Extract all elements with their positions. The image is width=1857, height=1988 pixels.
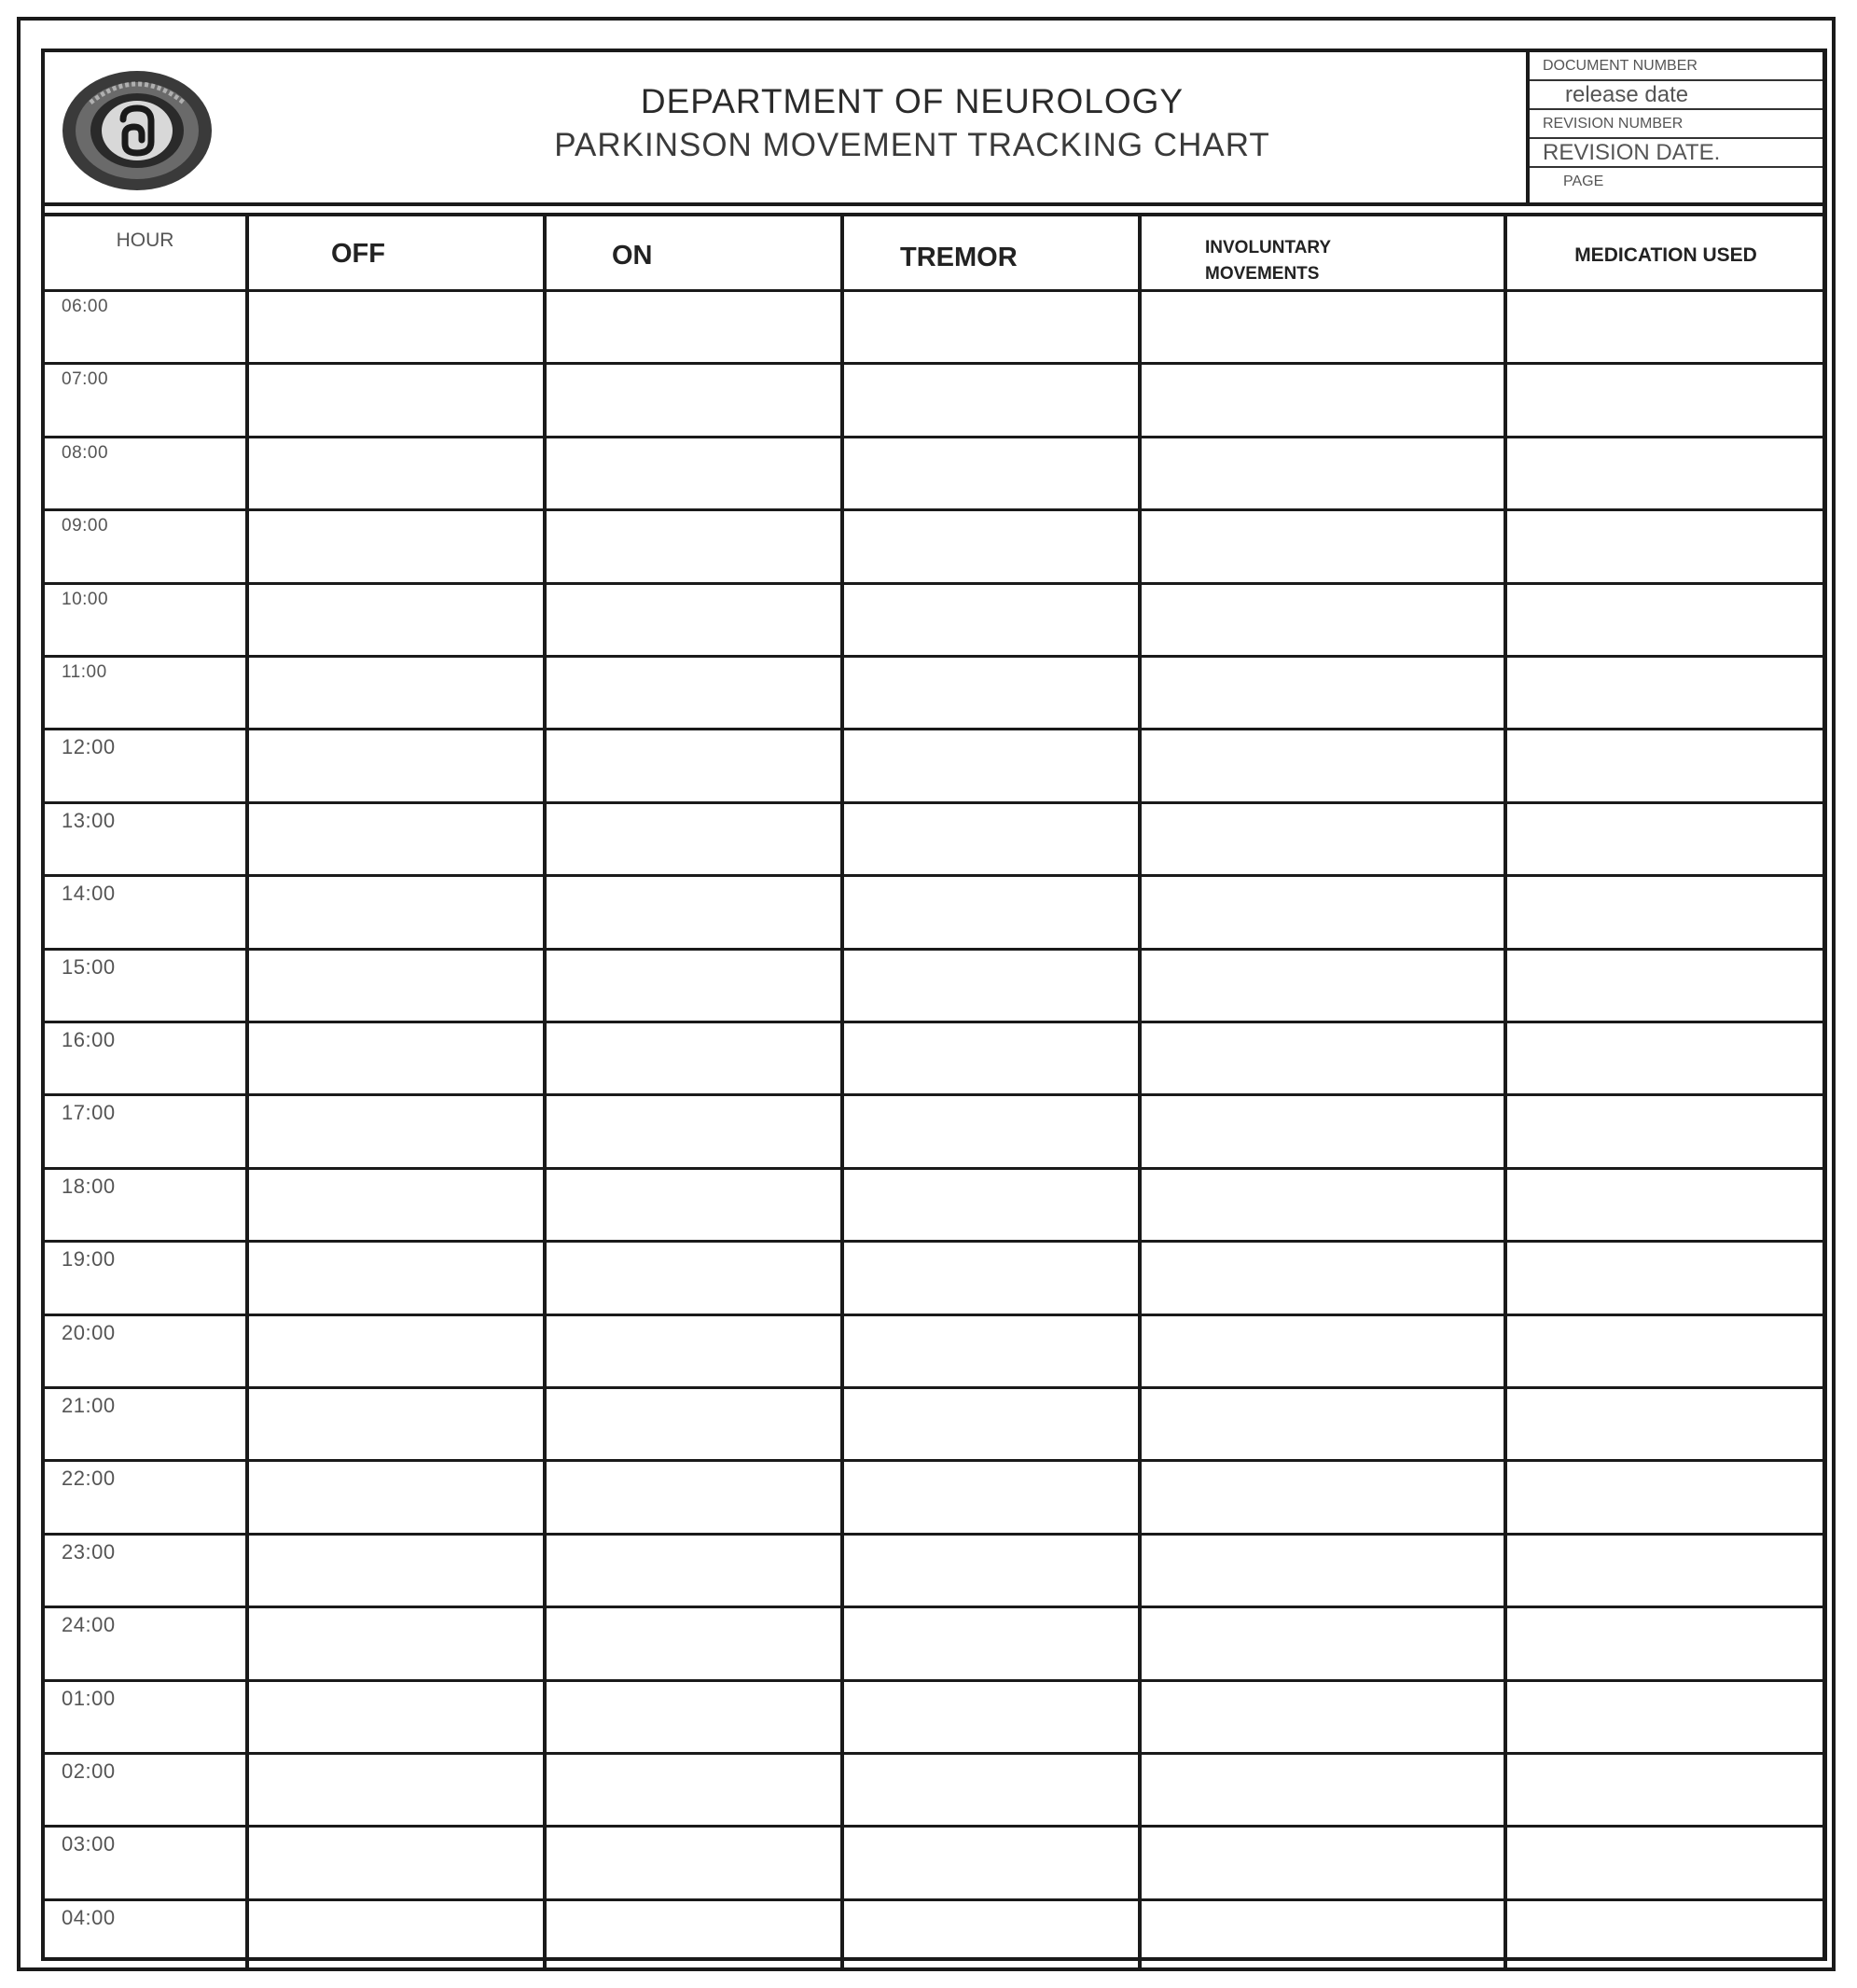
entry-cell[interactable] bbox=[844, 1608, 1138, 1678]
entry-cell[interactable] bbox=[547, 585, 840, 655]
off-header-label: OFF bbox=[331, 239, 385, 269]
hour-label: 02:00 bbox=[62, 1759, 116, 1783]
entry-cell[interactable] bbox=[249, 804, 543, 874]
entry-cell[interactable] bbox=[1507, 804, 1824, 874]
hour-label: 07:00 bbox=[62, 369, 109, 390]
entry-cell[interactable] bbox=[547, 877, 840, 947]
entry-cell[interactable] bbox=[249, 365, 543, 435]
entry-cell[interactable] bbox=[249, 877, 543, 947]
entry-cell[interactable] bbox=[547, 1901, 840, 1971]
entry-cell[interactable] bbox=[547, 1243, 840, 1313]
entry-cell[interactable] bbox=[547, 1170, 840, 1240]
hour-label: 18:00 bbox=[62, 1174, 116, 1198]
column-header-hour bbox=[45, 216, 245, 289]
entry-cell[interactable] bbox=[249, 1243, 543, 1313]
hour-label: 04:00 bbox=[62, 1905, 116, 1929]
entry-cell[interactable] bbox=[249, 951, 543, 1021]
entry-cell[interactable] bbox=[844, 1023, 1138, 1093]
entry-cell[interactable] bbox=[844, 658, 1138, 728]
entry-cell[interactable] bbox=[1142, 1389, 1504, 1459]
entry-cell[interactable] bbox=[1142, 1462, 1504, 1532]
involuntary-header-line2: MOVEMENTS bbox=[1205, 264, 1320, 284]
entry-cell[interactable] bbox=[1507, 1828, 1824, 1898]
entry-cell[interactable] bbox=[249, 438, 543, 508]
entry-cell[interactable] bbox=[547, 511, 840, 581]
on-header-label: ON bbox=[612, 241, 653, 271]
document-info-box bbox=[1526, 52, 1822, 202]
entry-cell[interactable] bbox=[249, 292, 543, 362]
entry-cell[interactable] bbox=[547, 365, 840, 435]
entry-cell[interactable] bbox=[547, 292, 840, 362]
entry-cell[interactable] bbox=[1507, 1536, 1824, 1606]
page-field: PAGE bbox=[1563, 174, 1604, 189]
hour-label: 06:00 bbox=[62, 297, 109, 316]
entry-cell[interactable] bbox=[844, 804, 1138, 874]
column-header-tremor bbox=[844, 216, 1138, 289]
entry-cell[interactable] bbox=[249, 1096, 543, 1166]
hour-label: 03:00 bbox=[62, 1832, 116, 1856]
entry-cell[interactable] bbox=[1142, 1023, 1504, 1093]
entry-cell[interactable] bbox=[547, 1023, 840, 1093]
hour-label: 09:00 bbox=[62, 516, 109, 536]
column-header-medication bbox=[1507, 216, 1824, 289]
hour-label: 11:00 bbox=[62, 662, 107, 682]
entry-cell[interactable] bbox=[844, 1462, 1138, 1532]
entry-cell[interactable] bbox=[1142, 1096, 1504, 1166]
entry-cell[interactable] bbox=[1142, 1901, 1504, 1971]
entry-cell[interactable] bbox=[547, 1755, 840, 1825]
entry-cell[interactable] bbox=[1507, 1755, 1824, 1825]
entry-cell[interactable] bbox=[1142, 585, 1504, 655]
hour-label: 10:00 bbox=[62, 589, 109, 609]
hour-label: 08:00 bbox=[62, 442, 109, 463]
hour-label: 21:00 bbox=[62, 1394, 116, 1417]
entry-cell[interactable] bbox=[844, 1389, 1138, 1459]
entry-cell[interactable] bbox=[1507, 1682, 1824, 1752]
medication-header-label: MEDICATION USED bbox=[1574, 244, 1757, 266]
entry-cell[interactable] bbox=[249, 1828, 543, 1898]
hour-label: 17:00 bbox=[62, 1101, 116, 1125]
entry-cell[interactable] bbox=[1142, 1316, 1504, 1386]
column-header-involuntary bbox=[1142, 216, 1504, 289]
entry-cell[interactable] bbox=[844, 585, 1138, 655]
entry-cell[interactable] bbox=[249, 585, 543, 655]
hour-label: 01:00 bbox=[62, 1686, 116, 1710]
hour-label: 23:00 bbox=[62, 1539, 116, 1564]
hour-label: 15:00 bbox=[62, 954, 116, 979]
entry-cell[interactable] bbox=[547, 1462, 840, 1532]
entry-cell[interactable] bbox=[547, 730, 840, 800]
entry-cell[interactable] bbox=[249, 1462, 543, 1532]
entry-cell[interactable] bbox=[249, 658, 543, 728]
entry-cell[interactable] bbox=[1507, 951, 1824, 1021]
entry-cell[interactable] bbox=[1142, 877, 1504, 947]
hour-label: 16:00 bbox=[62, 1028, 116, 1051]
entry-cell[interactable] bbox=[547, 1682, 840, 1752]
entry-cell[interactable] bbox=[1507, 1243, 1824, 1313]
entry-cell[interactable] bbox=[249, 1901, 543, 1971]
hour-header-label: HOUR bbox=[116, 229, 174, 251]
entry-cell[interactable] bbox=[1507, 877, 1824, 947]
entry-cell[interactable] bbox=[1507, 365, 1824, 435]
entry-cell[interactable] bbox=[1142, 1755, 1504, 1825]
entry-cell[interactable] bbox=[1507, 585, 1824, 655]
hour-label: 14:00 bbox=[62, 882, 116, 906]
hour-label: 22:00 bbox=[62, 1467, 116, 1491]
entry-cell[interactable] bbox=[249, 1170, 543, 1240]
entry-cell[interactable] bbox=[1142, 1170, 1504, 1240]
title-block bbox=[399, 80, 1425, 166]
tracking-form bbox=[41, 49, 1827, 1961]
entry-cell[interactable] bbox=[1507, 658, 1824, 728]
entry-cell[interactable] bbox=[844, 365, 1138, 435]
entry-cell[interactable] bbox=[249, 1682, 543, 1752]
hour-label: 13:00 bbox=[62, 808, 116, 832]
entry-cell[interactable] bbox=[547, 951, 840, 1021]
entry-cell[interactable] bbox=[844, 1096, 1138, 1166]
hour-label: 19:00 bbox=[62, 1247, 116, 1272]
entry-cell[interactable] bbox=[1142, 292, 1504, 362]
hour-label: 20:00 bbox=[62, 1320, 116, 1344]
entry-cell[interactable] bbox=[1142, 1536, 1504, 1606]
entry-cell[interactable] bbox=[844, 951, 1138, 1021]
chart-title: PARKINSON MOVEMENT TRACKING CHART bbox=[554, 127, 1270, 163]
entry-cell[interactable] bbox=[1142, 951, 1504, 1021]
form-header bbox=[45, 52, 1822, 206]
column-header-off bbox=[249, 216, 543, 289]
entry-cell[interactable] bbox=[1507, 1170, 1824, 1240]
entry-cell[interactable] bbox=[1507, 511, 1824, 581]
revision-date-field: REVISION DATE. bbox=[1530, 139, 1822, 168]
entry-cell[interactable] bbox=[844, 292, 1138, 362]
page-sheet bbox=[17, 17, 1836, 1971]
entry-cell[interactable] bbox=[1507, 1023, 1824, 1093]
entry-cell[interactable] bbox=[249, 1389, 543, 1459]
involuntary-header-line1: INVOLUNTARY bbox=[1205, 238, 1332, 257]
hour-label: 12:00 bbox=[62, 735, 116, 759]
revision-number-field: REVISION NUMBER bbox=[1530, 110, 1822, 139]
hospital-seal-logo bbox=[58, 65, 216, 196]
entry-cell[interactable] bbox=[1507, 1389, 1824, 1459]
entry-cell[interactable] bbox=[844, 1316, 1138, 1386]
entry-cell[interactable] bbox=[1507, 1316, 1824, 1386]
entry-cell[interactable] bbox=[1507, 730, 1824, 800]
entry-cell[interactable] bbox=[547, 1536, 840, 1606]
entry-cell[interactable] bbox=[844, 877, 1138, 947]
entry-cell[interactable] bbox=[249, 511, 543, 581]
entry-cell[interactable] bbox=[249, 730, 543, 800]
entry-cell[interactable] bbox=[547, 804, 840, 874]
entry-cell[interactable] bbox=[844, 1828, 1138, 1898]
entry-cell[interactable] bbox=[547, 658, 840, 728]
entry-cell[interactable] bbox=[1507, 292, 1824, 362]
entry-cell[interactable] bbox=[547, 438, 840, 508]
entry-cell[interactable] bbox=[1507, 1462, 1824, 1532]
hour-label: 24:00 bbox=[62, 1613, 116, 1637]
entry-cell[interactable] bbox=[249, 1608, 543, 1678]
entry-cell[interactable] bbox=[1142, 1243, 1504, 1313]
entry-cell[interactable] bbox=[1142, 365, 1504, 435]
entry-cell[interactable] bbox=[1142, 1682, 1504, 1752]
entry-cell[interactable] bbox=[844, 1536, 1138, 1606]
entry-cell[interactable] bbox=[1142, 730, 1504, 800]
entry-cell[interactable] bbox=[1142, 438, 1504, 508]
entry-cell[interactable] bbox=[249, 1023, 543, 1093]
entry-cell[interactable] bbox=[249, 1755, 543, 1825]
entry-cell[interactable] bbox=[249, 1536, 543, 1606]
entry-cell[interactable] bbox=[547, 1608, 840, 1678]
entry-cell[interactable] bbox=[1142, 804, 1504, 874]
entry-cell[interactable] bbox=[844, 730, 1138, 800]
entry-cell[interactable] bbox=[844, 438, 1138, 508]
entry-cell[interactable] bbox=[844, 1243, 1138, 1313]
entry-cell[interactable] bbox=[844, 1682, 1138, 1752]
entry-cell[interactable] bbox=[249, 1316, 543, 1386]
department-title: DEPARTMENT OF NEUROLOGY bbox=[640, 82, 1185, 120]
entry-cell[interactable] bbox=[1507, 1608, 1824, 1678]
entry-cell[interactable] bbox=[1142, 511, 1504, 581]
release-date-field: release date bbox=[1530, 81, 1822, 110]
entry-cell[interactable] bbox=[547, 1389, 840, 1459]
entry-cell[interactable] bbox=[844, 511, 1138, 581]
tremor-header-label: TREMOR bbox=[900, 243, 1018, 272]
entry-cell[interactable] bbox=[1142, 1608, 1504, 1678]
entry-cell[interactable] bbox=[844, 1901, 1138, 1971]
entry-cell[interactable] bbox=[1507, 438, 1824, 508]
column-header-on bbox=[547, 216, 840, 289]
entry-cell[interactable] bbox=[1142, 658, 1504, 728]
entry-cell[interactable] bbox=[547, 1316, 840, 1386]
entry-cell[interactable] bbox=[1507, 1096, 1824, 1166]
entry-cell[interactable] bbox=[1142, 1828, 1504, 1898]
entry-cell[interactable] bbox=[1507, 1901, 1824, 1971]
tracking-grid bbox=[45, 216, 1822, 1961]
entry-cell[interactable] bbox=[547, 1096, 840, 1166]
entry-cell[interactable] bbox=[844, 1170, 1138, 1240]
entry-cell[interactable] bbox=[547, 1828, 840, 1898]
entry-cell[interactable] bbox=[844, 1755, 1138, 1825]
document-number-field: DOCUMENT NUMBER bbox=[1530, 52, 1822, 81]
